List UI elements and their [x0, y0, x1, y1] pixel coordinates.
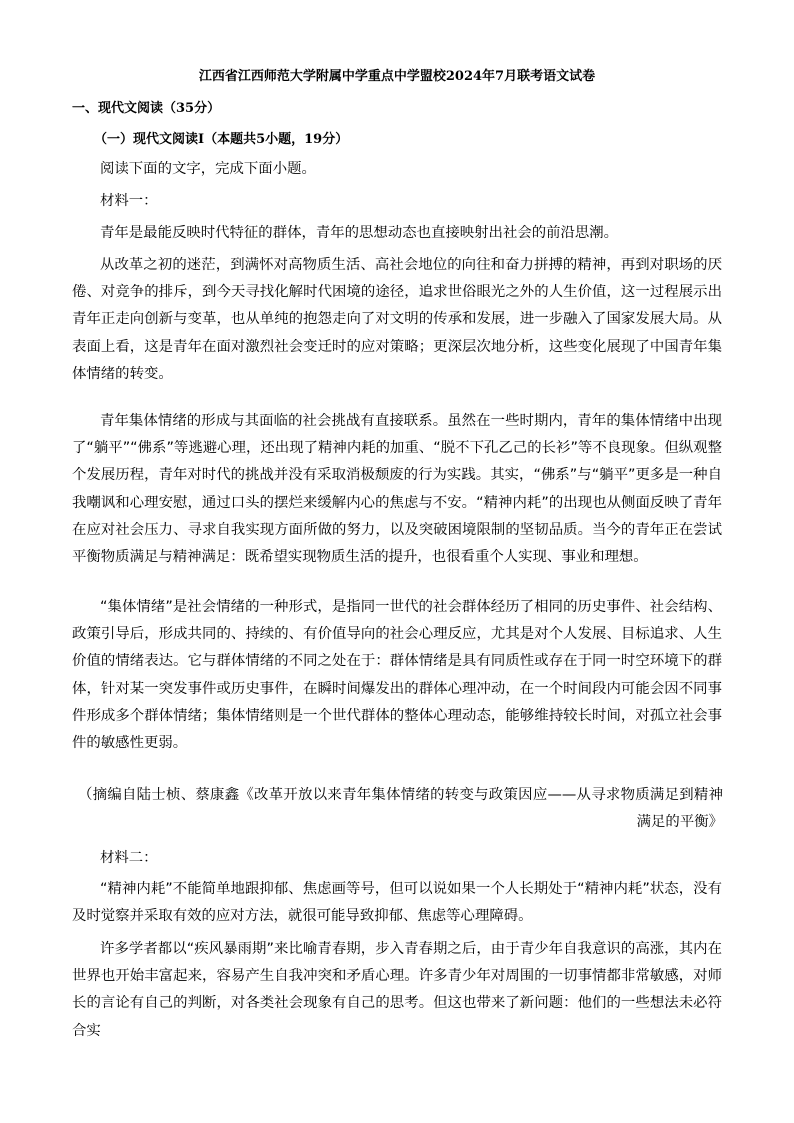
material-one-paragraph-1: 青年是最能反映时代特征的群体，青年的思想动态也直接映射出社会的前沿思潮。 [100, 225, 619, 241]
material-two-label: 材料二： [100, 850, 158, 866]
material-two-paragraph-2: 许多学者都以“疾风暴雨期”来比喻青春期，步入青春期之后，由于青少年自我意识的高涨，其内在世界也开始丰富起来，容易产生自我冲突和矛盾心理。许多青少年对周围的一切事情都非常敏感，对师长的言论有自己的判断，对各类社会现象有自己的思考。但这也带来了新问题：他们的一些想法未必符合实 [72, 941, 722, 1039]
material-one-paragraph-4: “集体情绪”是社会情绪的一种形式，是指同一世代的社会群体经历了相同的历史事件、社会结构、政策引导后，形成共同的、持续的、有价值导向的社会心理反应，尤其是对个人发展、目标追求、人生价值的情绪表达。它与群体情绪的不同之处在于：群体情绪是具有同质性或存在于同一时空环境下的群体，针对某一突发事件或历史事件，在瞬时间爆发出的群体心理冲动，在一个时间段内可能会因不同事件形成多个群体情绪；集体情绪则是一个世代群体的整体心理动态，能够维持较长时间，对孤立社会事件的敏感性更弱。 [72, 599, 722, 752]
material-two-paragraph-1: “精神内耗”不能简单地跟抑郁、焦虑画等号，但可以说如果一个人长期处于“精神内耗”状态，没有及时觉察并采取有效的应对方法，就很可能导致抑郁、焦虑等心理障碍。 [72, 881, 722, 925]
material-one-paragraph-2: 从改革之初的迷茫，到满怀对高物质生活、高社会地位的向往和奋力拼搏的精神，再到对职场的厌倦、对竞争的排斥，到今天寻找化解时代困境的途径，追求世俗眼光之外的人生价值，这一过程展示出青年正走向创新与变革，也从单纯的抱怨走向了对文明的传承和发展，进一步融入了国家发展大局。从表面上看，这是青年在面对激烈社会变迁时的应对策略；更深层次地分析，这些变化展现了中国青年集体情绪的转变。 [72, 257, 722, 382]
material-one-paragraph-3: 青年集体情绪的形成与其面临的社会挑战有直接联系。虽然在一些时期内，青年的集体情绪中出现了“躺平”“佛系”等逃避心理，还出现了精神内耗的加重、“脱不下孔乙己的长衫”等不良现象。但纵观整个发展历程，青年对时代的挑战并没有采取消极颓废的行为实践。其实，“佛系”与“躺平”更多是一种自我嘲讽和心理安慰，通过口头的摆烂来缓解内心的焦虑与不安。“精神内耗”的出现也从侧面反映了青年在应对社会压力、寻求自我实现方面所做的努力，以及突破困境限制的坚韧品质。当今的青年正在尝试平衡物质满足与精神满足：既希望实现物质生活的提升，也很看重个人实现、事业和理想。 [72, 413, 722, 566]
subsection-heading: （一）现代文阅读Ⅰ（本题共5小题，19分） [94, 132, 349, 147]
material-one-label: 材料一： [100, 193, 158, 209]
exam-title: 江西省江西师范大学附属中学重点中学盟校2024年7月联考语文试卷 [198, 69, 596, 84]
section-heading: 一、现代文阅读（35分） [72, 101, 221, 116]
material-one-citation: （摘编自陆士桢、蔡康鑫《改革开放以来青年集体情绪的转变与政策因应——从寻求物质满足到精神满足的平衡》 [78, 787, 723, 831]
reading-instruction: 阅读下面的文字，完成下面小题。 [100, 161, 316, 177]
